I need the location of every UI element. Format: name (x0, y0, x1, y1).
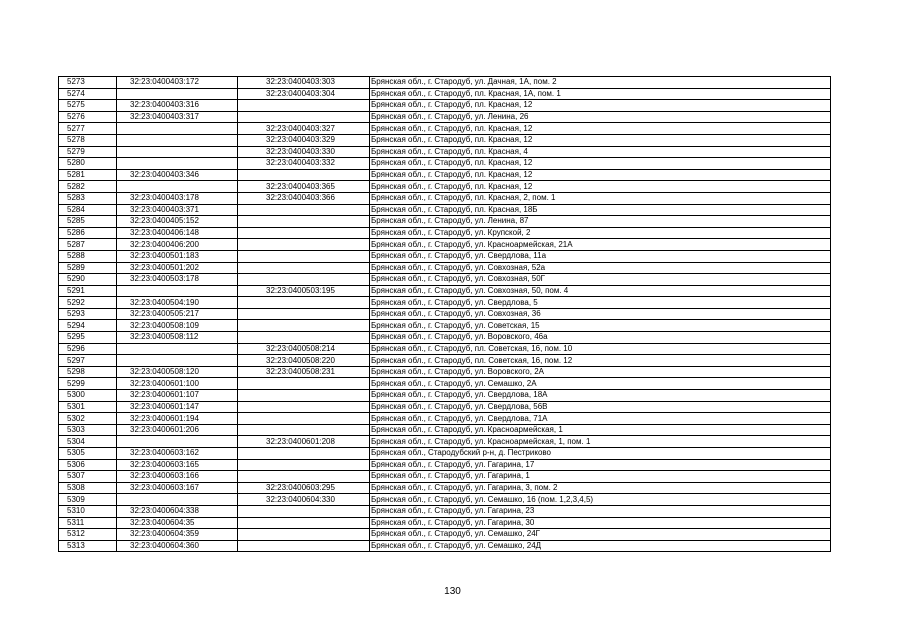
address-cell: Брянская обл., г. Стародуб, ул. Воровского, 2А (370, 366, 831, 378)
parcel-number-cell (117, 88, 238, 100)
row-number-cell: 5273 (59, 77, 117, 89)
row-number-cell: 5311 (59, 517, 117, 529)
premises-number-cell: 32:23:0400508:231 (238, 366, 370, 378)
table-row (59, 88, 831, 100)
premises-number-cell (238, 390, 370, 402)
table-row (59, 181, 831, 193)
premises-number-cell (238, 169, 370, 181)
premises-number-cell: 32:23:0400403:327 (238, 123, 370, 135)
address-cell: Брянская обл., г. Стародуб, ул. Свердлова, 5 (370, 297, 831, 309)
parcel-number-cell: 32:23:0400403:316 (117, 100, 238, 112)
premises-number-cell (238, 517, 370, 529)
parcel-number-cell: 32:23:0400501:183 (117, 250, 238, 262)
parcel-number-cell: 32:23:0400601:206 (117, 424, 238, 436)
row-number-cell: 5281 (59, 169, 117, 181)
address-cell: Брянская обл., г. Стародуб, ул. Красноармейская, 1 (370, 424, 831, 436)
row-number-cell: 5298 (59, 366, 117, 378)
address-cell: Брянская обл., г. Стародуб, пл. Красная, 4 (370, 146, 831, 158)
row-number-cell: 5289 (59, 262, 117, 274)
address-cell: Брянская обл., г. Стародуб, ул. Красноармейская, 1, пом. 1 (370, 436, 831, 448)
table-row (59, 192, 831, 204)
table-row (59, 297, 831, 309)
parcel-number-cell: 32:23:0400508:120 (117, 366, 238, 378)
row-number-cell: 5292 (59, 297, 117, 309)
premises-number-cell (238, 250, 370, 262)
premises-number-cell: 32:23:0400603:295 (238, 482, 370, 494)
premises-number-cell (238, 471, 370, 483)
parcel-number-cell: 32:23:0400403:317 (117, 111, 238, 123)
row-number-cell: 5277 (59, 123, 117, 135)
row-number-cell: 5304 (59, 436, 117, 448)
table-row (59, 169, 831, 181)
table-row (59, 378, 831, 390)
premises-number-cell: 32:23:0400403:304 (238, 88, 370, 100)
parcel-number-cell: 32:23:0400604:359 (117, 529, 238, 541)
row-number-cell: 5291 (59, 285, 117, 297)
premises-number-cell: 32:23:0400403:365 (238, 181, 370, 193)
row-number-cell: 5275 (59, 100, 117, 112)
address-cell: Брянская обл., г. Стародуб, ул. Гагарина, 30 (370, 517, 831, 529)
table-row (59, 401, 831, 413)
parcel-number-cell: 32:23:0400604:338 (117, 505, 238, 517)
premises-number-cell (238, 227, 370, 239)
table-row (59, 308, 831, 320)
table-row (59, 482, 831, 494)
records-table (58, 76, 831, 552)
premises-number-cell: 32:23:0400403:330 (238, 146, 370, 158)
table-row (59, 424, 831, 436)
address-cell: Брянская обл., г. Стародуб, ул. Крупской, 2 (370, 227, 831, 239)
premises-number-cell (238, 216, 370, 228)
table-row (59, 494, 831, 506)
row-number-cell: 5276 (59, 111, 117, 123)
table-row (59, 505, 831, 517)
row-number-cell: 5301 (59, 401, 117, 413)
address-cell: Брянская обл., г. Стародуб, ул. Красноармейская, 21А (370, 239, 831, 251)
table-row (59, 366, 831, 378)
row-number-cell: 5293 (59, 308, 117, 320)
table-row (59, 332, 831, 344)
premises-number-cell (238, 297, 370, 309)
parcel-number-cell (117, 146, 238, 158)
address-cell: Брянская обл., г. Стародуб, ул. Семашко, 16 (пом. 1,2,3,4,5) (370, 494, 831, 506)
table-row (59, 343, 831, 355)
parcel-number-cell: 32:23:0400508:109 (117, 320, 238, 332)
premises-number-cell: 32:23:0400604:330 (238, 494, 370, 506)
address-cell: Брянская обл., Стародубский р-н, д. Пестриково (370, 448, 831, 460)
row-number-cell: 5278 (59, 134, 117, 146)
table-row (59, 250, 831, 262)
row-number-cell: 5274 (59, 88, 117, 100)
premises-number-cell (238, 100, 370, 112)
row-number-cell: 5294 (59, 320, 117, 332)
premises-number-cell: 32:23:0400601:208 (238, 436, 370, 448)
address-cell: Брянская обл., г. Стародуб, ул. Совхозная, 52а (370, 262, 831, 274)
address-cell: Брянская обл., г. Стародуб, ул. Семашко, 2А (370, 378, 831, 390)
row-number-cell: 5307 (59, 471, 117, 483)
parcel-number-cell: 32:23:0400505:217 (117, 308, 238, 320)
row-number-cell: 5284 (59, 204, 117, 216)
parcel-number-cell: 32:23:0400503:178 (117, 274, 238, 286)
premises-number-cell (238, 320, 370, 332)
parcel-number-cell (117, 494, 238, 506)
address-cell: Брянская обл., г. Стародуб, ул. Семашко, 24Д (370, 540, 831, 552)
parcel-number-cell: 32:23:0400403:178 (117, 192, 238, 204)
premises-number-cell (238, 529, 370, 541)
page-number: 130 (444, 586, 461, 597)
parcel-number-cell: 32:23:0400603:166 (117, 471, 238, 483)
premises-number-cell (238, 424, 370, 436)
table-row (59, 227, 831, 239)
premises-number-cell (238, 111, 370, 123)
row-number-cell: 5305 (59, 448, 117, 460)
table-row (59, 285, 831, 297)
table-row (59, 540, 831, 552)
row-number-cell: 5279 (59, 146, 117, 158)
parcel-number-cell: 32:23:0400403:371 (117, 204, 238, 216)
table-row (59, 274, 831, 286)
row-number-cell: 5297 (59, 355, 117, 367)
table-row (59, 529, 831, 541)
address-cell: Брянская обл., г. Стародуб, пл. Красная, 2, пом. 1 (370, 192, 831, 204)
row-number-cell: 5282 (59, 181, 117, 193)
table-row (59, 123, 831, 135)
parcel-number-cell: 32:23:0400601:100 (117, 378, 238, 390)
address-cell: Брянская обл., г. Стародуб, ул. Свердлова, 56В (370, 401, 831, 413)
row-number-cell: 5310 (59, 505, 117, 517)
address-cell: Брянская обл., г. Стародуб, пл. Красная, 1А, пом. 1 (370, 88, 831, 100)
records-body (59, 77, 831, 552)
row-number-cell: 5300 (59, 390, 117, 402)
parcel-number-cell: 32:23:0400406:148 (117, 227, 238, 239)
premises-number-cell (238, 540, 370, 552)
parcel-number-cell: 32:23:0400603:165 (117, 459, 238, 471)
address-cell: Брянская обл., г. Стародуб, пл. Красная, 12 (370, 181, 831, 193)
parcel-number-cell: 32:23:0400405:152 (117, 216, 238, 228)
address-cell: Брянская обл., г. Стародуб, ул. Семашко, 24Г (370, 529, 831, 541)
table-row (59, 390, 831, 402)
row-number-cell: 5295 (59, 332, 117, 344)
table-row (59, 158, 831, 170)
address-cell: Брянская обл., г. Стародуб, ул. Совхозная, 50, пом. 4 (370, 285, 831, 297)
address-cell: Брянская обл., г. Стародуб, ул. Гагарина, 1 (370, 471, 831, 483)
address-cell: Брянская обл., г. Стародуб, пл. Красная, 12 (370, 123, 831, 135)
address-cell: Брянская обл., г. Стародуб, пл. Красная, 12 (370, 134, 831, 146)
table-row (59, 204, 831, 216)
address-cell: Брянская обл., г. Стародуб, пл. Красная, 12 (370, 158, 831, 170)
address-cell: Брянская обл., г. Стародуб, пл. Советская, 16, пом. 10 (370, 343, 831, 355)
premises-number-cell (238, 378, 370, 390)
address-cell: Брянская обл., г. Стародуб, пл. Красная, 12 (370, 169, 831, 181)
premises-number-cell (238, 448, 370, 460)
premises-number-cell: 32:23:0400508:214 (238, 343, 370, 355)
premises-number-cell: 32:23:0400403:332 (238, 158, 370, 170)
parcel-number-cell: 32:23:0400603:162 (117, 448, 238, 460)
address-cell: Брянская обл., г. Стародуб, ул. Гагарина, 17 (370, 459, 831, 471)
address-cell: Брянская обл., г. Стародуб, пл. Красная, 18Б (370, 204, 831, 216)
premises-number-cell (238, 204, 370, 216)
row-number-cell: 5285 (59, 216, 117, 228)
row-number-cell: 5313 (59, 540, 117, 552)
table-row (59, 320, 831, 332)
address-cell: Брянская обл., г. Стародуб, ул. Свердлова, 18А (370, 390, 831, 402)
parcel-number-cell (117, 343, 238, 355)
parcel-number-cell: 32:23:0400508:112 (117, 332, 238, 344)
address-cell: Брянская обл., г. Стародуб, ул. Совхозная, 36 (370, 308, 831, 320)
premises-number-cell: 32:23:0400403:303 (238, 77, 370, 89)
premises-number-cell (238, 239, 370, 251)
table-row (59, 471, 831, 483)
parcel-number-cell (117, 436, 238, 448)
address-cell: Брянская обл., г. Стародуб, ул. Совхозная, 50Г (370, 274, 831, 286)
parcel-number-cell: 32:23:0400601:194 (117, 413, 238, 425)
address-cell: Брянская обл., г. Стародуб, ул. Дачная, 1А, пом. 2 (370, 77, 831, 89)
parcel-number-cell (117, 355, 238, 367)
address-cell: Брянская обл., г. Стародуб, ул. Гагарина, 23 (370, 505, 831, 517)
parcel-number-cell: 32:23:0400604:360 (117, 540, 238, 552)
parcel-number-cell: 32:23:0400504:190 (117, 297, 238, 309)
premises-number-cell (238, 308, 370, 320)
table-row (59, 146, 831, 158)
parcel-number-cell: 32:23:0400603:167 (117, 482, 238, 494)
row-number-cell: 5290 (59, 274, 117, 286)
premises-number-cell (238, 413, 370, 425)
table-row (59, 459, 831, 471)
premises-number-cell (238, 332, 370, 344)
address-cell: Брянская обл., г. Стародуб, пл. Красная, 12 (370, 100, 831, 112)
premises-number-cell (238, 505, 370, 517)
row-number-cell: 5299 (59, 378, 117, 390)
parcel-number-cell: 32:23:0400403:346 (117, 169, 238, 181)
address-cell: Брянская обл., г. Стародуб, ул. Воровского, 46а (370, 332, 831, 344)
row-number-cell: 5306 (59, 459, 117, 471)
parcel-number-cell: 32:23:0400406:200 (117, 239, 238, 251)
row-number-cell: 5283 (59, 192, 117, 204)
parcel-number-cell: 32:23:0400604:35 (117, 517, 238, 529)
premises-number-cell (238, 262, 370, 274)
address-cell: Брянская обл., г. Стародуб, ул. Ленина, 26 (370, 111, 831, 123)
parcel-number-cell (117, 123, 238, 135)
row-number-cell: 5303 (59, 424, 117, 436)
table-row (59, 100, 831, 112)
table-row (59, 448, 831, 460)
table-row (59, 134, 831, 146)
parcel-number-cell: 32:23:0400601:107 (117, 390, 238, 402)
row-number-cell: 5287 (59, 239, 117, 251)
parcel-number-cell (117, 285, 238, 297)
parcel-number-cell (117, 134, 238, 146)
row-number-cell: 5296 (59, 343, 117, 355)
row-number-cell: 5302 (59, 413, 117, 425)
table-row (59, 413, 831, 425)
premises-number-cell: 32:23:0400403:329 (238, 134, 370, 146)
table-row (59, 436, 831, 448)
premises-number-cell (238, 274, 370, 286)
premises-number-cell: 32:23:0400508:220 (238, 355, 370, 367)
premises-number-cell: 32:23:0400403:366 (238, 192, 370, 204)
parcel-number-cell: 32:23:0400403:172 (117, 77, 238, 89)
address-cell: Брянская обл., г. Стародуб, ул. Свердлова, 71А (370, 413, 831, 425)
address-cell: Брянская обл., г. Стародуб, ул. Советская, 15 (370, 320, 831, 332)
parcel-number-cell: 32:23:0400601:147 (117, 401, 238, 413)
row-number-cell: 5309 (59, 494, 117, 506)
row-number-cell: 5280 (59, 158, 117, 170)
parcel-number-cell (117, 181, 238, 193)
row-number-cell: 5286 (59, 227, 117, 239)
row-number-cell: 5312 (59, 529, 117, 541)
parcel-number-cell (117, 158, 238, 170)
table-row (59, 216, 831, 228)
table-row (59, 111, 831, 123)
row-number-cell: 5288 (59, 250, 117, 262)
table-row (59, 355, 831, 367)
premises-number-cell (238, 459, 370, 471)
parcel-number-cell: 32:23:0400501:202 (117, 262, 238, 274)
address-cell: Брянская обл., г. Стародуб, ул. Гагарина, 3, пом. 2 (370, 482, 831, 494)
address-cell: Брянская обл., г. Стародуб, пл. Советская, 16, пом. 12 (370, 355, 831, 367)
address-cell: Брянская обл., г. Стародуб, ул. Свердлова, 11а (370, 250, 831, 262)
premises-number-cell: 32:23:0400503:195 (238, 285, 370, 297)
table-row (59, 517, 831, 529)
table-row (59, 262, 831, 274)
table-row (59, 239, 831, 251)
address-cell: Брянская обл., г. Стародуб, ул. Ленина, 87 (370, 216, 831, 228)
row-number-cell: 5308 (59, 482, 117, 494)
table-row (59, 77, 831, 89)
premises-number-cell (238, 401, 370, 413)
